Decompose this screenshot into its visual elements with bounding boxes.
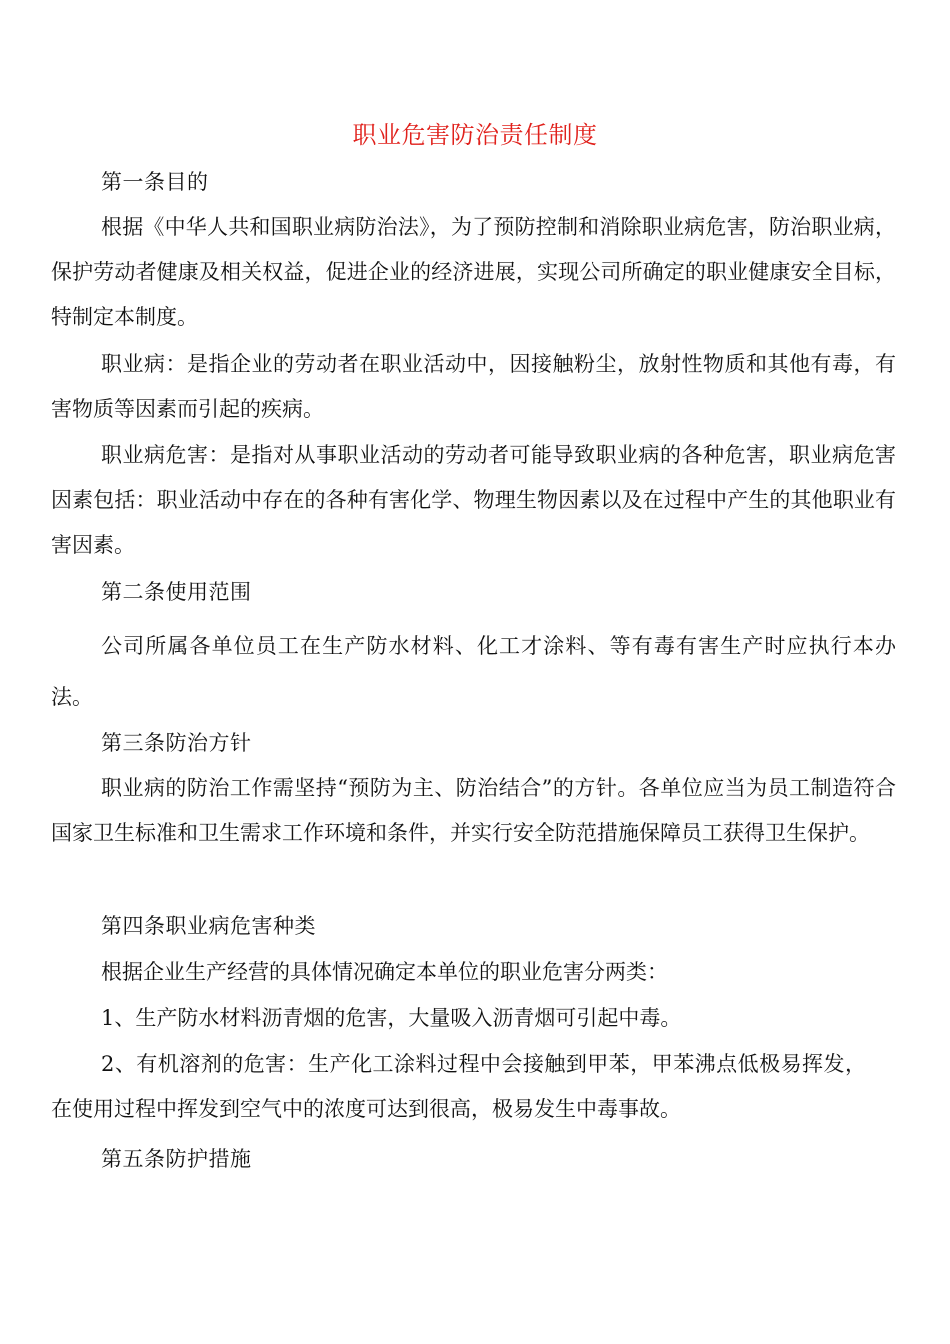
list-item-asphalt-hazard: 1、生产防水材料沥青烟的危害，大量吸入沥青烟可引起中毒。	[101, 1006, 682, 1030]
section-heading-3: 第三条防治方针	[101, 731, 252, 755]
section-heading-5: 第五条防护措施	[101, 1147, 252, 1171]
section-heading-4: 第四条职业病危害种类	[101, 914, 316, 938]
paragraph-policy: 职业病的防治工作需坚持“预防为主、防治结合”的方针。各单位应当为员工制造符合国家卫生标准和卫生需求工作环境和条件，并实行安全防范措施保障员工获得卫生保护。	[51, 776, 896, 845]
paragraph-scope: 公司所属各单位员工在生产防水材料、化工才涂料、等有毒有害生产时应执行本办法。	[51, 634, 896, 709]
list-item-solvent-hazard: 2、有机溶剂的危害：生产化工涂料过程中会接触到甲苯，甲苯沸点低极易挥发，在使用过程中挥发到空气中的浓度可达到很高，极易发生中毒事故。	[51, 1052, 866, 1121]
paragraph-occupational-hazard: 职业病危害：是指对从事职业活动的劳动者可能导致职业病的各种危害，职业病危害因素包括：职业活动中存在的各种有害化学、物理生物因素以及在过程中产生的其他职业有害因素。	[51, 443, 896, 557]
paragraph-purpose: 根据《中华人共和国职业病防治法》，为了预防控制和消除职业病危害，防治职业病，保护劳动者健康及相关权益，促进企业的经济进展，实现公司所确定的职业健康安全目标，特制定本制度。	[51, 215, 896, 329]
paragraph-hazard-types-intro: 根据企业生产经营的具体情况确定本单位的职业危害分两类：	[101, 960, 668, 984]
section-heading-2: 第二条使用范围	[101, 580, 252, 604]
section-heading-1: 第一条目的	[101, 170, 209, 194]
paragraph-occupational-disease: 职业病：是指企业的劳动者在职业活动中，因接触粉尘，放射性物质和其他有毒，有害物质等因素而引起的疾病。	[51, 352, 896, 421]
document-title: 职业危害防治责任制度	[352, 121, 598, 149]
